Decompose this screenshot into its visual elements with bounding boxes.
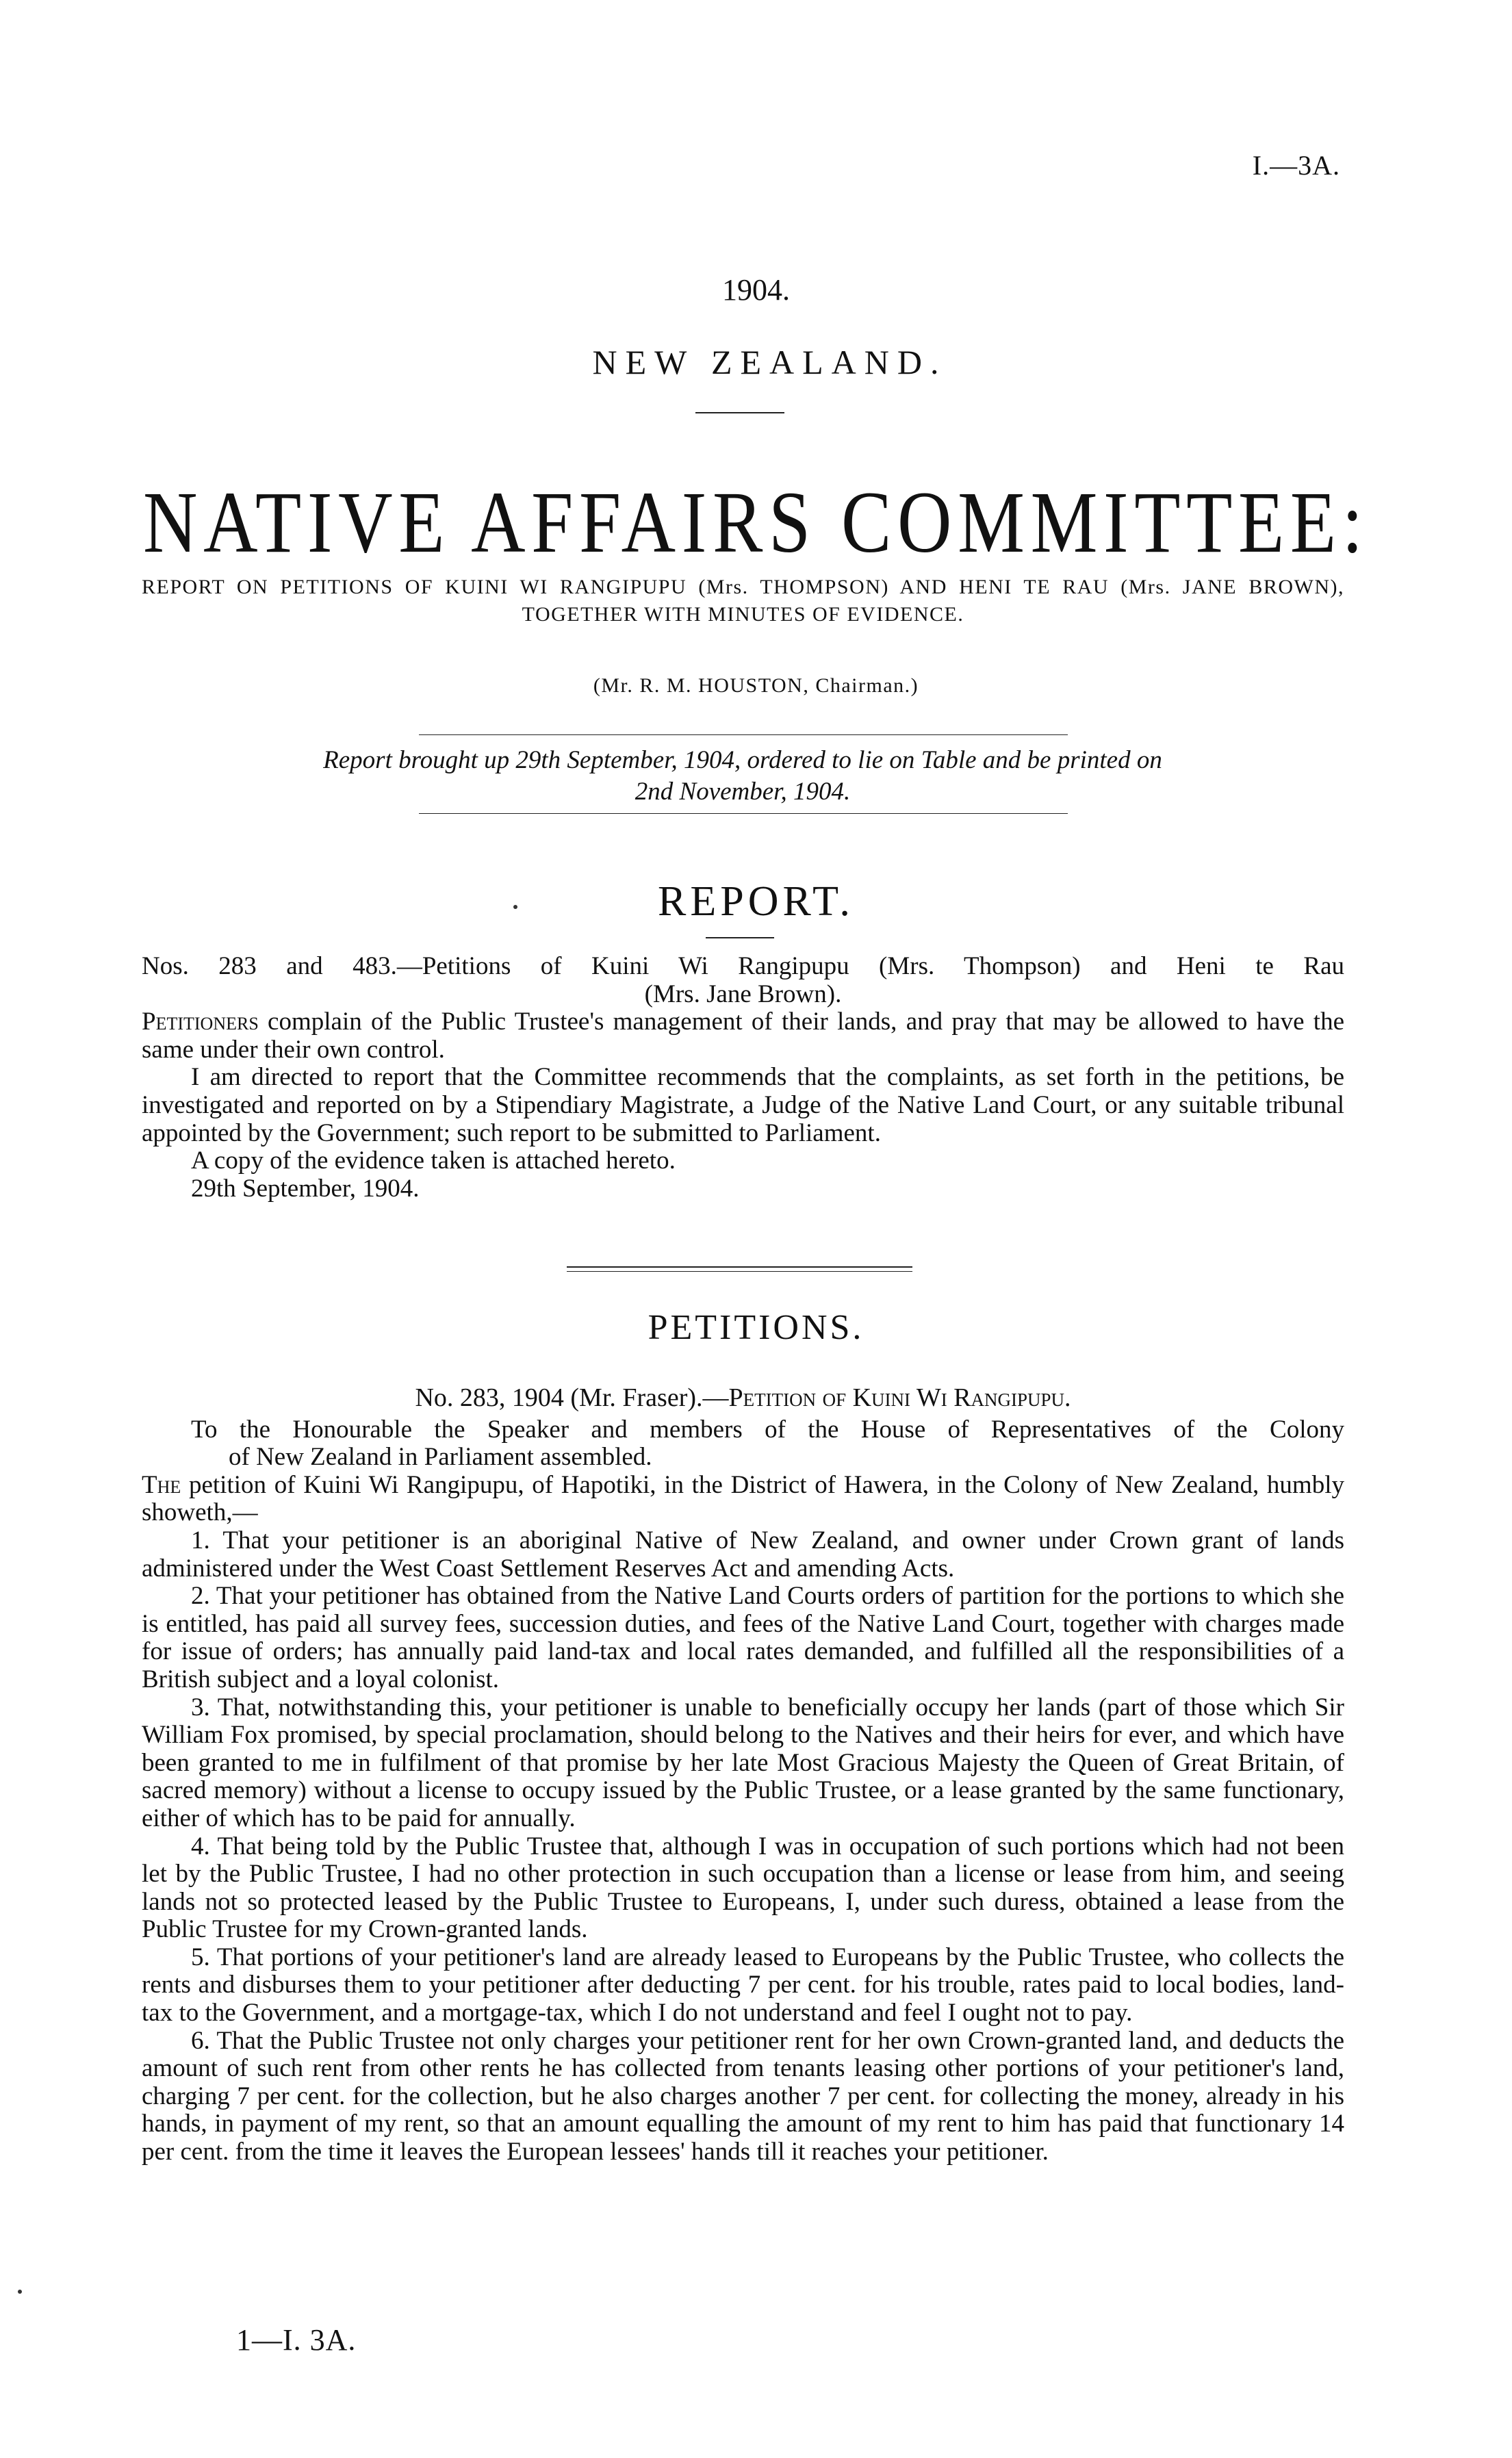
petition-item: 4. That being told by the Public Trustee that, although I was in occupation of such portions which had not been let by the Public Trustee, I had no other protection in such occupation than a license or lease from him, and seeing lands not so protected leased by the Public Trustee to Europeans, I, under such duress, obtained a lease from the Public Trustee for my Crown-granted lands.	[142, 1832, 1344, 1944]
year: 1904.	[722, 273, 790, 307]
petition-heading	[142, 1384, 1344, 1412]
report-nos-line-2: (Mrs. Jane Brown).	[644, 980, 842, 1008]
report-subtitle: REPORT ON PETITIONS OF KUINI WI RANGIPUPU (Mrs. THOMPSON) AND HENI TE RAU (Mrs. JANE BROWN), TOGETHER WITH MINUTES OF EVIDENCE.	[142, 576, 1344, 626]
report-date: 29th September, 1904.	[191, 1174, 420, 1203]
double-rule	[567, 1271, 912, 1272]
divider	[695, 412, 784, 413]
petition-title: Petition of Kuini Wi Rangipupu.	[728, 1383, 1071, 1412]
double-rule	[567, 1266, 912, 1268]
report-paragraph-text: complain of the Public Trustee's management of their lands, and pray that may be allowed to have the same under their own control.	[142, 1008, 1344, 1064]
lead-word: The	[142, 1470, 181, 1499]
report-brought-up	[192, 745, 1294, 808]
petition-body	[142, 1384, 1344, 2166]
report-paragraph: A copy of the evidence taken is attached hereto.	[191, 1147, 676, 1175]
divider	[419, 813, 1068, 814]
divider	[706, 937, 774, 938]
report-body	[142, 953, 1344, 1203]
petition-item: 2. That your petitioner has obtained from the Native Land Courts orders of partition for the portions to which she is entitled, has paid all survey fees, succession duties, and fees of the Native Land Court, together with charges made for issue of orders; has annually paid land-tax and local rates demanded, and fulfilled all the responsibilities of a British subject and a loyal colonist.	[142, 1582, 1344, 1693]
report-paragraph: I am directed to report that the Committee recommends that the complaints, as set forth in the petitions, be investigated and reported on by a Stipendiary Magistrate, a Judge of the Native Land Court, or any suitable tribunal appointed by the Government; such report to be submitted to Parliament.	[142, 1063, 1344, 1147]
country-title: NEW ZEALAND.	[592, 343, 947, 381]
report-nos-line: Nos. 283 and 483.—Petitions of Kuini Wi Rangipupu (Mrs. Thompson) and Heni te Rau	[142, 952, 1344, 980]
petition-address: To the Honourable the Speaker and members of the House of Representatives of the Colony	[191, 1415, 1344, 1444]
report-paragraph	[142, 1008, 1344, 1064]
report-brought-line-2: 2nd November, 1904.	[635, 778, 851, 806]
petition-number: No. 283, 1904 (Mr. Fraser).—	[415, 1383, 729, 1412]
stray-dot	[18, 2290, 22, 2294]
petition-item: 1. That your petitioner is an aboriginal Native of New Zealand, and owner under Crown grant of lands administered under the West Coast Settlement Reserves Act and amending Acts.	[142, 1526, 1344, 1583]
petition-item: 3. That, notwithstanding this, your petitioner is unable to beneficially occupy her lands (part of those which Sir William Fox promised, by special proclamation, should belong to the Natives and their heirs for ever, and which have been granted to me in fulfilment of that promise by her late Most Gracious Majesty the Queen of Great Britain, of sacred memory) without a license to occupy issued by the Public Trustee, or a lease granted by the same functionary, either of which has to be paid for annually.	[142, 1693, 1344, 1832]
petition-intro	[142, 1472, 1344, 1527]
chairman-line: (Mr. R. M. HOUSTON, Chairman.)	[593, 674, 919, 697]
report-brought-line-1: Report brought up 29th September, 1904, ordered to lie on Table and be printed on	[323, 746, 1162, 774]
page-reference: I.—3A.	[1252, 150, 1340, 181]
petition-item: 5. That portions of your petitioner's land are already leased to Europeans by the Public Trustee, who collects the rents and disburses them to your petitioner after deducting 7 per cent. for his trouble, rates paid to local bodies, land-tax to the Government, and a mortgage-tax, which I do not understand and feel I ought not to pay.	[142, 1943, 1344, 2027]
committee-title: NATIVE AFFAIRS COMMITTEE:	[143, 474, 1369, 571]
divider	[419, 734, 1068, 735]
page-footer: 1—I. 3A.	[236, 2323, 357, 2357]
report-heading: REPORT.	[658, 878, 854, 925]
petition-address-2: of New Zealand in Parliament assembled.	[229, 1443, 652, 1472]
petition-intro-text: petition of Kuini Wi Rangipupu, of Hapotiki, in the District of Hawera, in the Colony of New Zealand, humbly showeth,—	[142, 1470, 1344, 1527]
petitions-heading: PETITIONS.	[648, 1308, 864, 1347]
lead-word: Petitioners	[142, 1008, 259, 1036]
petition-item: 6. That the Public Trustee not only charges your petitioner rent for her own Crown-granted land, and deducts the amount of such rent from other rents he has collected from tenants leasing other portions of your petitioner's land, charging 7 per cent. for the collection, but he also charges another 7 per cent. for collecting the money, already in his hands, in payment of my rent, so that an amount equalling the amount of my rent to him has paid that functionary 14 per cent. from the time it leaves the European lessees' hands till it reaches your petitioner.	[142, 2026, 1344, 2166]
